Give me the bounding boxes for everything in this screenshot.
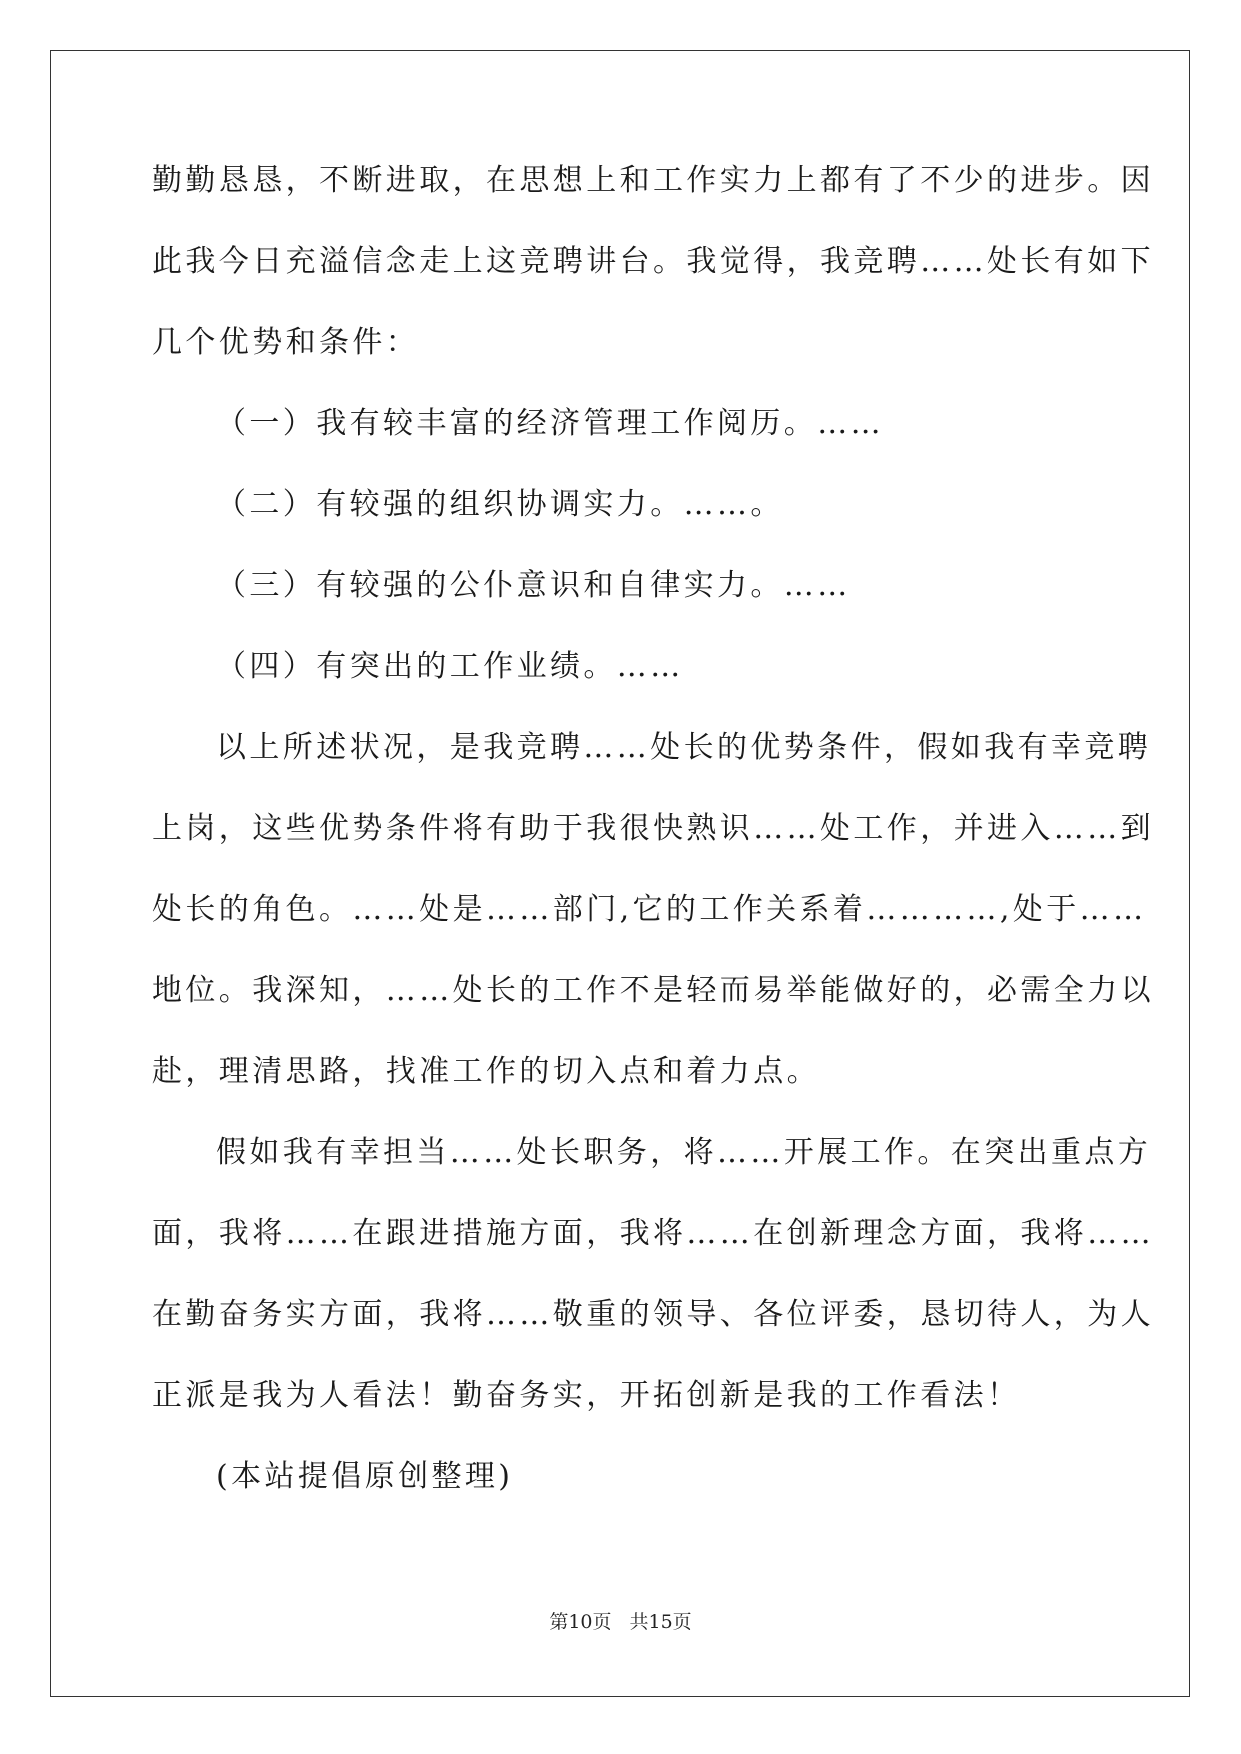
list-item: （三）有较强的公仆意识和自律实力。…… [216,568,851,603]
document-body [152,160,1154,1537]
paragraph-line: 以上所述状况，是我竞聘……处长的优势条件，假如我有幸竞聘 [216,730,1152,765]
paragraph-line: 地位。我深知，……处长的工作不是轻而易举能做好的，必需全力以 [152,973,1154,1008]
paragraph-line: 上岗，这些优势条件将有助于我很快熟识……处工作，并进入……到 [152,811,1154,846]
paragraph-line: 处长的角色。……处是……部门,它的工作关系着…………,处于…… [152,892,1147,927]
paragraph-line: 此我今日充溢信念走上这竞聘讲台。我觉得，我竞聘……处长有如下 [152,244,1154,279]
paragraph-line: 几个优势和条件： [152,325,420,360]
page-total: 共15页 [629,1611,692,1633]
paragraph-line: 面，我将……在跟进措施方面，我将……在创新理念方面，我将…… [152,1216,1154,1251]
page-number: 第10页 [549,1611,612,1633]
paragraph-line: 勤勤恳恳，不断进取，在思想上和工作实力上都有了不少的进步。因 [152,163,1154,198]
paragraph-line: 假如我有幸担当……处长职务，将……开展工作。在突出重点方 [216,1135,1152,1170]
page-footer [0,1607,1241,1634]
list-item: （四）有突出的工作业绩。…… [216,649,684,684]
list-item: （一）我有较丰富的经济管理工作阅历。…… [216,406,884,441]
paragraph-line: 在勤奋务实方面，我将……敬重的领导、各位评委，恳切待人，为人 [152,1297,1154,1332]
source-note: (本站提倡原创整理) [216,1459,514,1494]
paragraph-line: 正派是我为人看法！勤奋务实，开拓创新是我的工作看法！ [152,1378,1021,1413]
list-item: （二）有较强的组织协调实力。……。 [216,487,784,522]
paragraph-line: 赴，理清思路，找准工作的切入点和着力点。 [152,1054,820,1089]
